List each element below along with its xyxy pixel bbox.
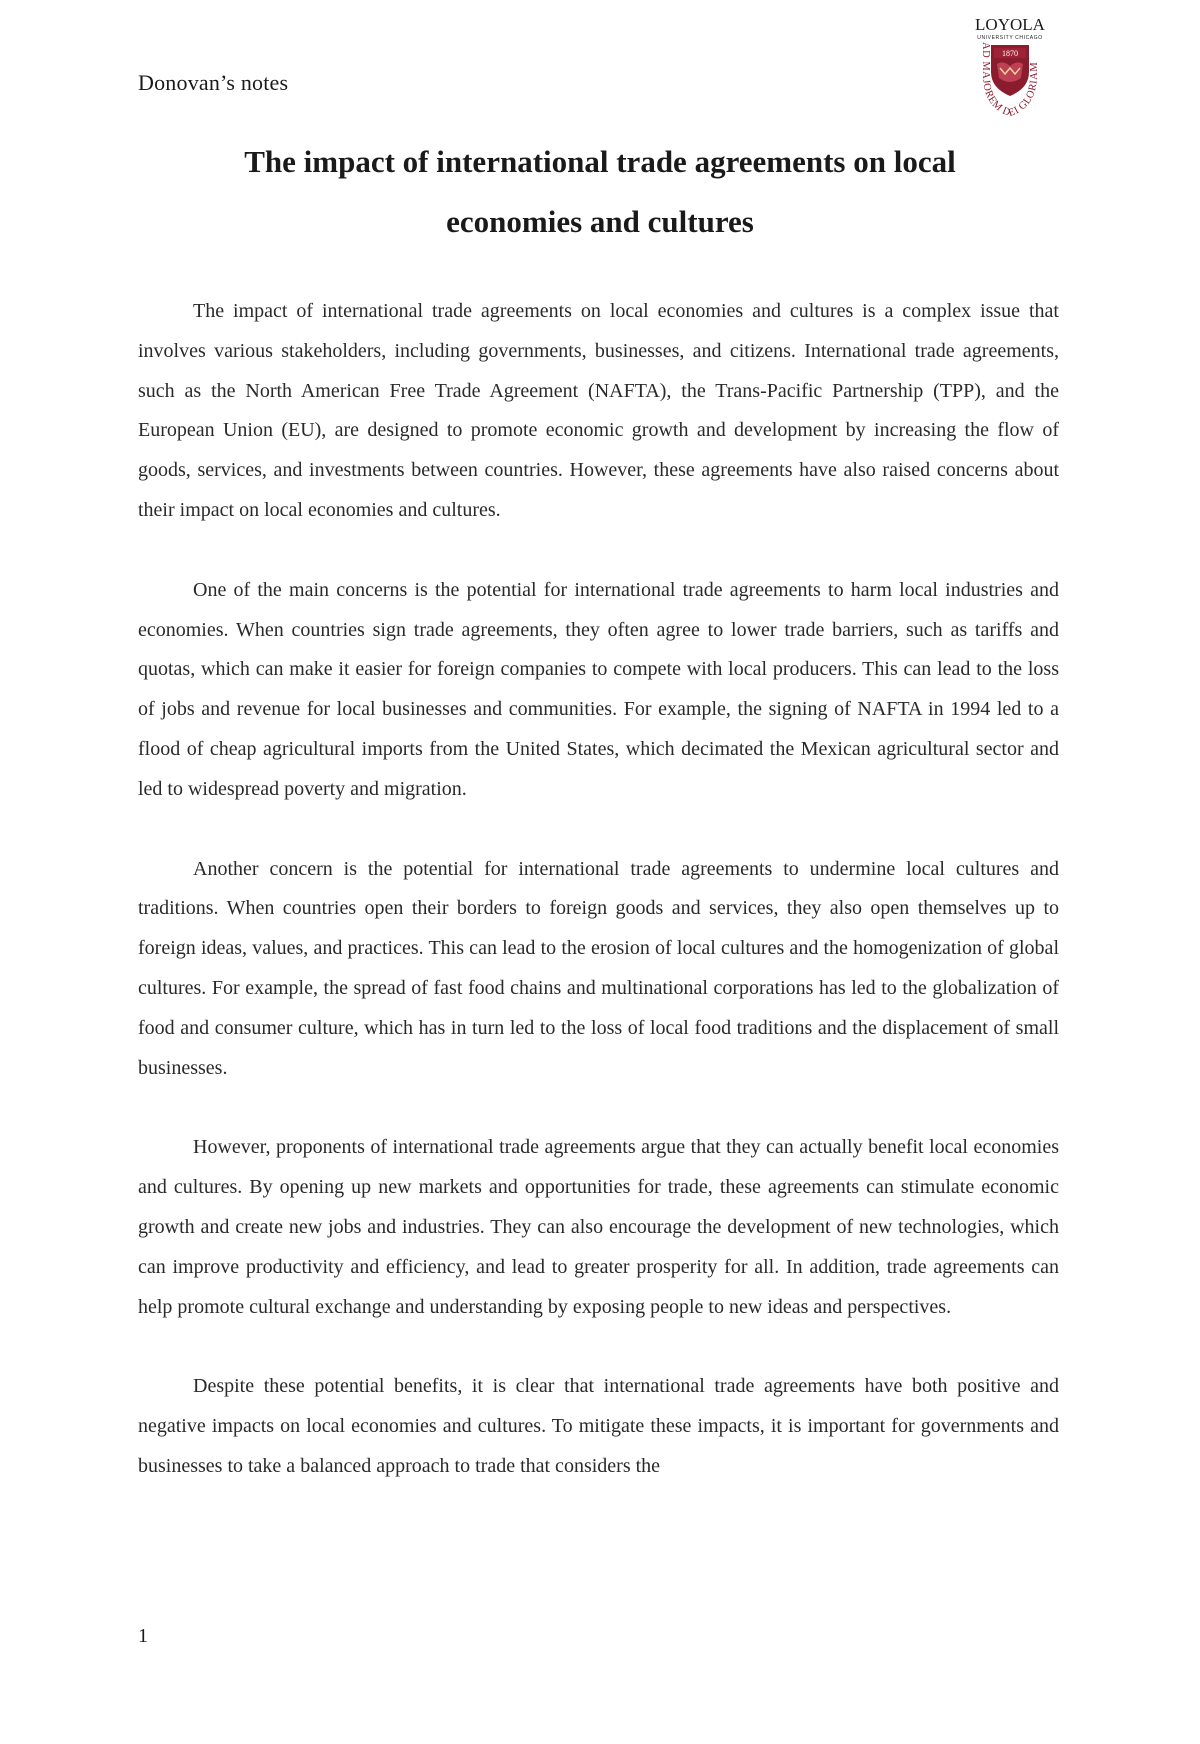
- paragraph-4: However, proponents of international trade agreements argue that they can actually benefit local economies and cultures. By opening up new markets and opportunities for trade, these agreements can stimulate economic growth and create new jobs and industries. They can also encourage the development of new technologies, which can improve productivity and efficiency, and lead to greater prosperity for all. In addition, trade agreements can help promote cultural exchange and understanding by exposing people to new ideas and perspectives.: [138, 1136, 1059, 1318]
- paragraph-1: The impact of international trade agreements on local economies and cultures is a complex issue that involves various stakeholders, including governments, businesses, and citizens. International trade agreements, such as the North American Free Trade Agreement (NAFTA), the Trans-Pacific Partnership (TPP), and the European Union (EU), are designed to promote economic growth and development by increasing the flow of goods, services, and investments between countries. However, these agreements have also raised concerns about their impact on local economies and cultures.: [138, 300, 1059, 521]
- header-note: Donovan’s notes: [138, 70, 289, 95]
- title-line-2: economies and cultures: [446, 204, 754, 239]
- paragraph-5: Despite these potential benefits, it is clear that international trade agreements have both positive and negative impacts on local economies and cultures. To mitigate these impacts, it is important for governments and businesses to take a balanced approach to trade that considers the: [138, 1375, 1059, 1477]
- logo-year: 1870: [1002, 49, 1018, 58]
- loyola-logo: [955, 12, 1065, 152]
- logo-name: LOYOLA: [975, 15, 1045, 34]
- paragraph-2: One of the main concerns is the potential for international trade agreements to harm local industries and economies. When countries sign trade agreements, they often agree to lower trade barriers, such as tariffs and quotas, which can make it easier for foreign companies to compete with local producers. This can lead to the loss of jobs and revenue for local businesses and communities. For example, the signing of NAFTA in 1994 led to a flood of cheap agricultural imports from the United States, which decimated the Mexican agricultural sector and led to widespread poverty and migration.: [138, 578, 1059, 800]
- logo-motto: AD MAJOREM DEI GLORIAM: [979, 42, 1041, 120]
- logo-subtitle: UNIVERSITY CHICAGO: [977, 35, 1043, 41]
- document-body: [138, 292, 1059, 1527]
- paragraph-3: Another concern is the potential for international trade agreements to undermine local cultures and traditions. When countries open their borders to foreign goods and services, they also open themselves up to foreign ideas, values, and practices. This can lead to the erosion of local cultures and the homogenization of global cultures. For example, the spread of fast food chains and multinational corporations has led to the globalization of food and consumer culture, which has in turn led to the loss of local food traditions and the displacement of small businesses.: [138, 857, 1059, 1079]
- page-number: 1: [138, 1625, 148, 1647]
- document-title: [138, 132, 1062, 252]
- title-line-1: The impact of international trade agreements on local: [244, 144, 956, 179]
